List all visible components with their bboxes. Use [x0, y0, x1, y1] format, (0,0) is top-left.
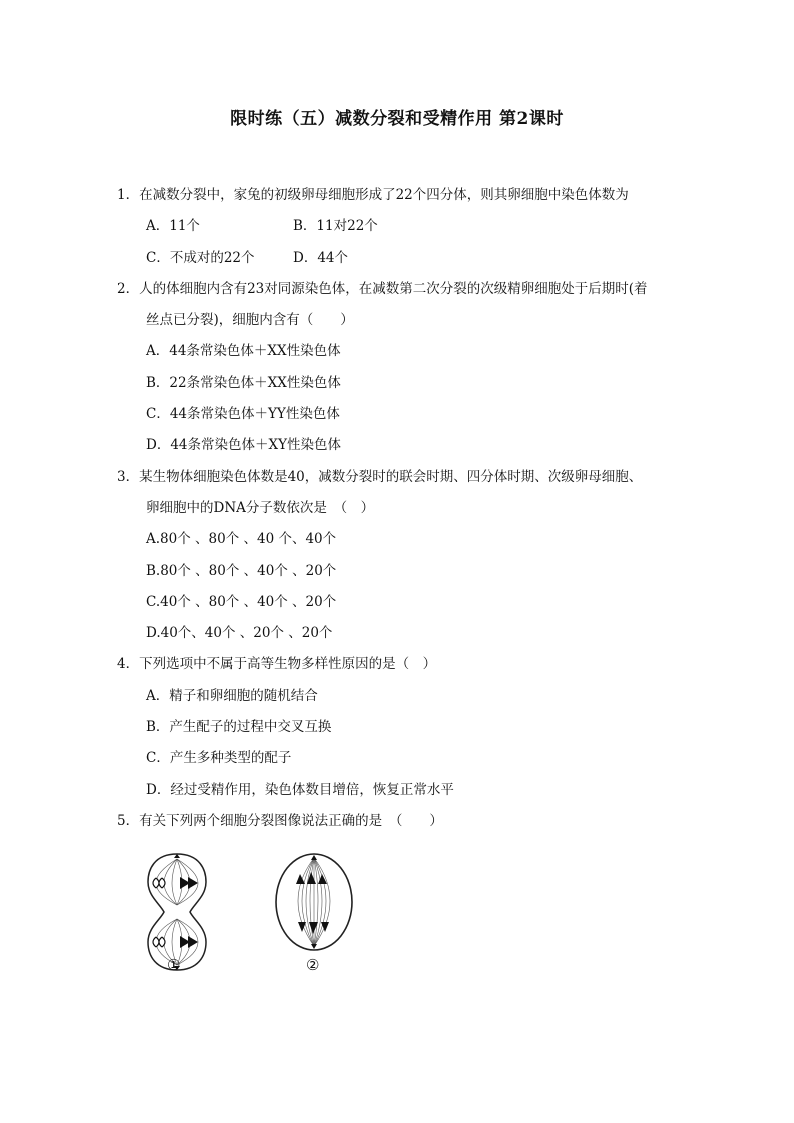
option-a: A.80个 、80个 、40 个、40个	[146, 531, 337, 548]
option-a: A．11个	[146, 218, 200, 235]
question-4-stem: 4．下列选项中不属于高等生物多样性原因的是（ ）	[117, 656, 437, 673]
option-d: D．44个	[293, 249, 349, 266]
option-d: D.40个、40个 、20个 、20个	[146, 625, 333, 642]
question-3-stem-line-1: 3．某生物体细胞染色体数是40，减数分裂时的联会时期、四分体时期、次级卵母细胞、	[117, 468, 643, 485]
option-b: B．11对22个	[293, 218, 378, 235]
question-3-stem-line-2: 卵细胞中的DNA分子数依次是 （ ）	[146, 499, 375, 516]
option-c: C.40个 、80个 、40个 、20个	[146, 593, 337, 610]
question-5-stem: 5．有关下列两个细胞分裂图像说法正确的是 （ ）	[117, 812, 443, 829]
option-a: A．精子和卵细胞的随机结合	[146, 687, 318, 704]
figure-2	[272, 850, 356, 974]
option-d: D．44条常染色体＋XY性染色体	[146, 437, 342, 454]
option-d: D．经过受精作用，染色体数目增倍，恢复正常水平	[146, 781, 454, 798]
option-c: C．产生多种类型的配子	[146, 750, 292, 767]
figure-2-label: ②	[306, 956, 320, 974]
question-1-options-row-1	[133, 215, 693, 246]
option-a: A．44条常染色体＋XX性染色体	[146, 343, 341, 360]
question-2-stem-line-2: 丝点已分裂)，细胞内含有（ ）	[146, 312, 354, 329]
option-b: B．22条常染色体＋XX性染色体	[146, 374, 341, 391]
page-title: 限时练（五）减数分裂和受精作用 第2课时	[230, 109, 564, 129]
dividing-cell-anaphase-icon	[272, 850, 356, 956]
question-1-options-row-2	[133, 247, 693, 278]
figure-1	[142, 850, 212, 984]
figure-1-label: ①	[167, 956, 181, 974]
cell-division-figures	[142, 850, 382, 980]
question-1-stem: 1．在减数分裂中，家兔的初级卵母细胞形成了22个四分体，则其卵细胞中染色体数为	[117, 187, 629, 203]
question-list	[117, 184, 693, 841]
question-2-stem-line-1: 2．人的体细胞内含有23对同源染色体，在减数第二次分裂的次级精卵细胞处于后期时(着	[117, 280, 648, 297]
option-c: C．不成对的22个	[146, 249, 255, 266]
option-c: C．44条常染色体＋YY性染色体	[146, 406, 340, 423]
option-b: B.80个 、80个 、40个 、20个	[146, 562, 337, 579]
option-b: B．产生配子的过程中交叉互换	[146, 719, 332, 736]
